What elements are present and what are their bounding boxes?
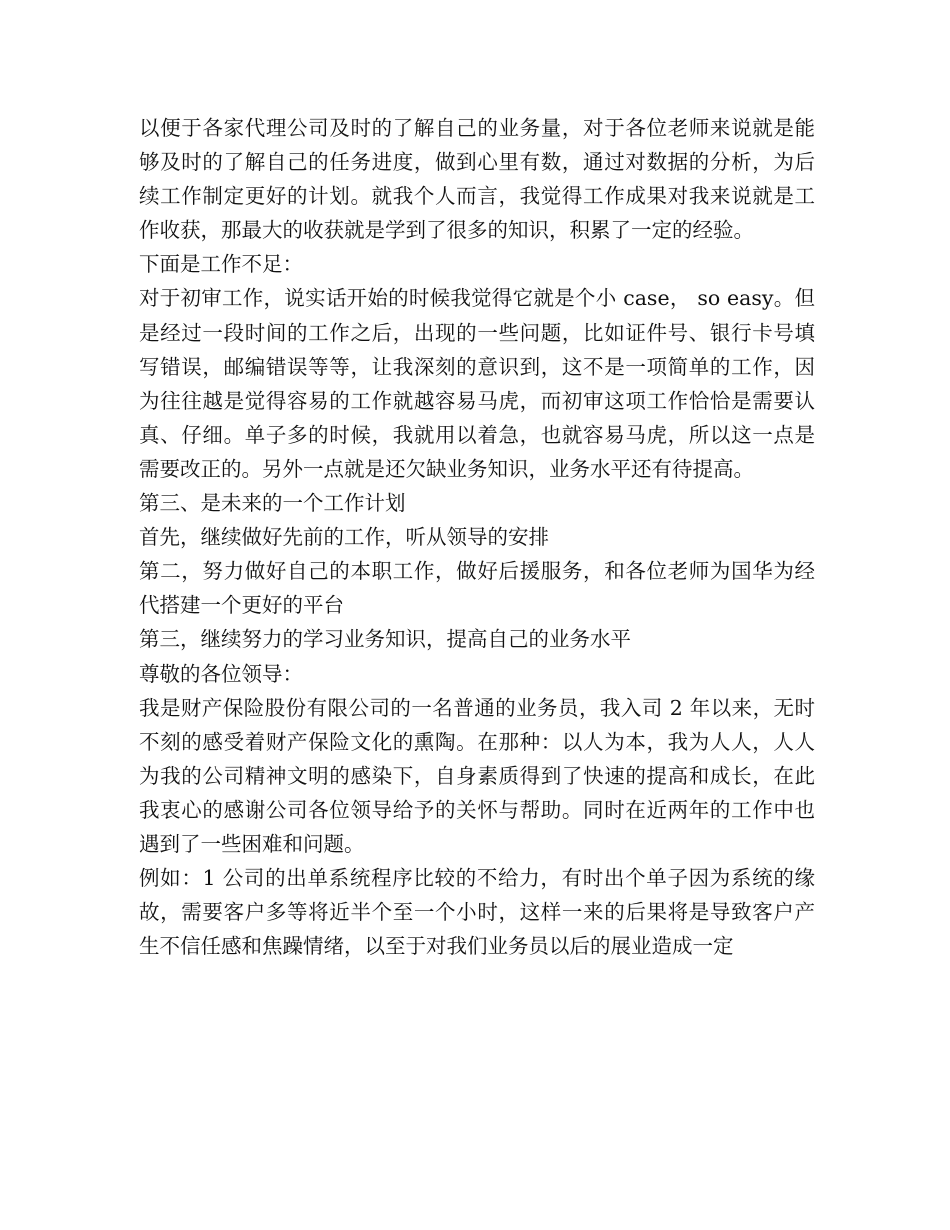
- paragraph-future-plan-heading: 第三、是未来的一个工作计划: [139, 491, 406, 516]
- paragraph-introduction: 我是财产保险股份有限公司的一名普通的业务员，我入司 2 年以来，无时不刻的感受着财产保险文化的熏陶。在那种：以人为本，我为人人，人人为我的公司精神文明的感染下，自身素质得到了快速的提高和成长，在此我衷心的感谢公司各位领导给予的关怀与帮助。同时在近两年的工作中也遇到了一些困难和问题。: [139, 695, 815, 856]
- paragraph-plan-second: 第二，努力做好自己的本职工作，做好后援服务，和各位老师为国华为经代搭建一个更好的平台: [139, 559, 815, 618]
- document-body: [139, 111, 815, 963]
- paragraph-salutation: 尊敬的各位领导：: [139, 661, 303, 686]
- paragraph-work-results: 以便于各家代理公司及时的了解自己的业务量，对于各位老师来说就是能够及时的了解自己的任务进度，做到心里有数，通过对数据的分析，为后续工作制定更好的计划。就我个人而言，我觉得工作成果对我来说就是工作收获，那最大的收获就是学到了很多的知识，积累了一定的经验。: [139, 116, 815, 243]
- paragraph-shortcomings-heading: 下面是工作不足：: [139, 252, 303, 277]
- paragraph-plan-first: 首先，继续做好先前的工作，听从领导的安排: [139, 525, 549, 550]
- paragraph-initial-review: 对于初审工作，说实话开始的时候我觉得它就是个小 case， so easy。但是经过一段时间的工作之后，出现的一些问题，比如证件号、银行卡号填写错误，邮编错误等等，让我深刻的意识到，这不是一项简单的工作，因为往往越是觉得容易的工作就越容易马虎，而初审这项工作恰恰是需要认真、仔细。单子多的时候，我就用以着急，也就容易马虎，所以这一点是需要改正的。另外一点就是还欠缺业务知识，业务水平还有待提高。: [139, 286, 815, 481]
- paragraph-plan-third: 第三，继续努力的学习业务知识，提高自己的业务水平: [139, 627, 631, 652]
- paragraph-example: 例如：1 公司的出单系统程序比较的不给力，有时出个单子因为系统的缘故，需要客户多等将近半个至一个小时，这样一来的后果将是导致客户产生不信任感和焦躁情绪，以至于对我们业务员以后的展业造成一定: [139, 866, 815, 959]
